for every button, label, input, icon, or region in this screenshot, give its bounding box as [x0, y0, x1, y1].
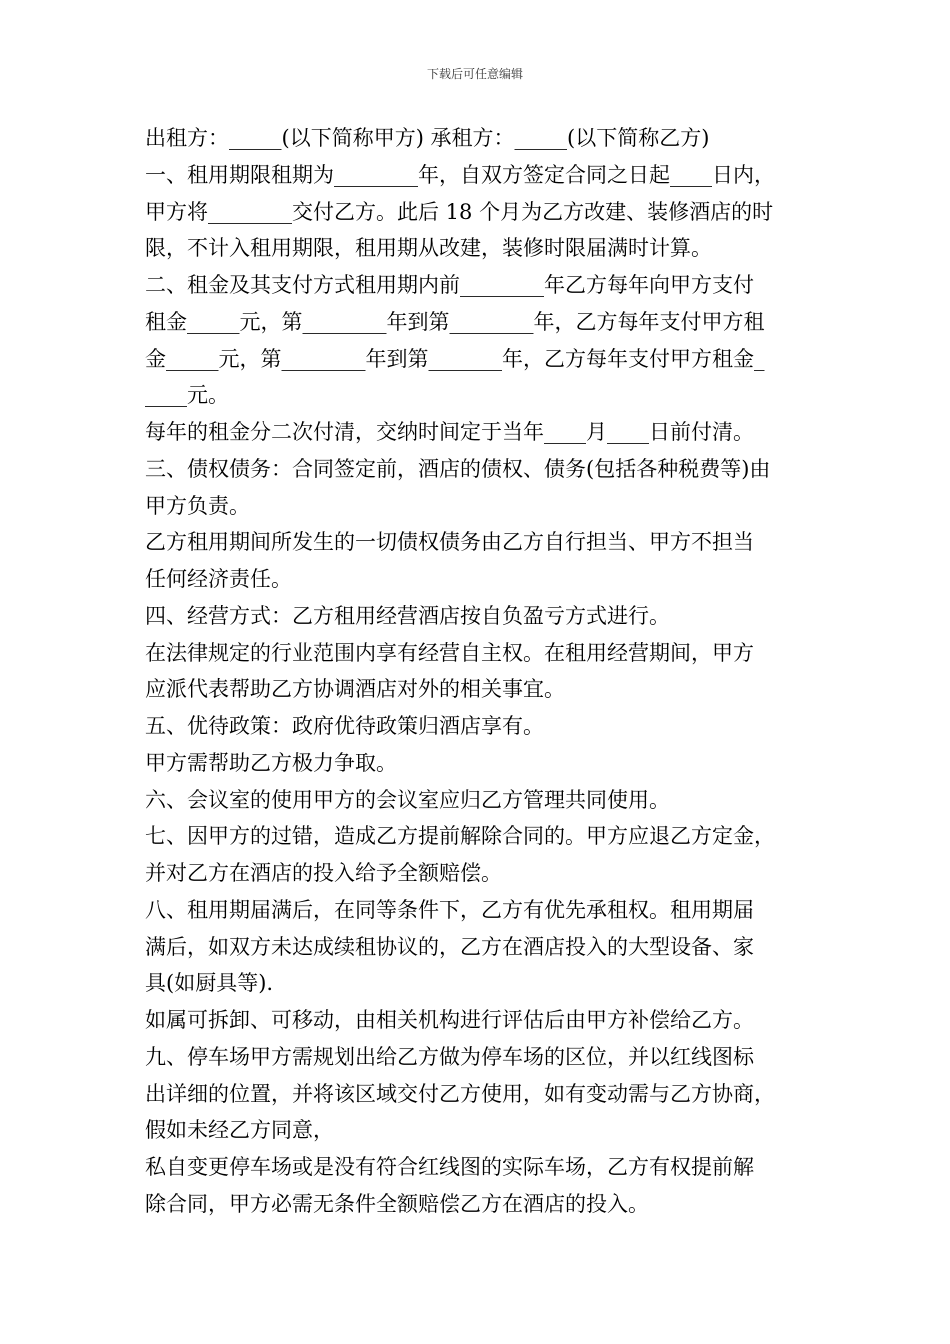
contract-line: 六、会议室的使用甲方的会议室应归乙方管理共同使用。 — [145, 787, 670, 812]
contract-line: 二、租金及其支付方式租用期内前________年乙方每年向甲方支付 — [145, 273, 754, 297]
contract-line: 八、租用期届满后，在同等条件下，乙方有优先承租权。租用期届 — [145, 897, 754, 922]
contract-line: 甲方负责。 — [145, 493, 250, 518]
contract-line: 四、经营方式：乙方租用经营酒店按自负盈亏方式进行。 — [145, 603, 670, 628]
contract-line: 应派代表帮助乙方协调酒店对外的相关事宜。 — [145, 677, 565, 702]
contract-line: ____元。 — [145, 383, 229, 408]
contract-line: 金_____元，第________年到第_______年，乙方每年支付甲方租金_ — [145, 346, 765, 371]
contract-line: 三、债权债务：合同签定前，酒店的债权、债务(包括各种税费等)由 — [145, 456, 771, 481]
contract-line: 乙方租用期间所发生的一切债权债务由乙方自行担当、甲方不担当 — [145, 530, 754, 555]
contract-line: 出租方：_____(以下简称甲方) 承租方：_____(以下简称乙方) — [145, 126, 710, 150]
contract-body — [145, 120, 810, 1223]
contract-line: 出详细的位置，并将该区域交付乙方使用，如有变动需与乙方协商， — [145, 1081, 775, 1106]
contract-line: 甲方将________交付乙方。此后 18 个月为乙方改建、装修酒店的时 — [145, 199, 774, 224]
contract-line: 私自变更停车场或是没有符合红线图的实际车场，乙方有权提前解 — [145, 1155, 754, 1179]
contract-line: 租金_____元，第________年到第________年，乙方每年支付甲方租 — [145, 309, 765, 334]
contract-line: 限，不计入租用期限，租用期从改建，装修时限届满时计算。 — [145, 236, 712, 261]
contract-line: 满后，如双方未达成续租协议的，乙方在酒店投入的大型设备、家 — [145, 934, 754, 959]
contract-line: 五、优待政策：政府优待政策归酒店享有。 — [145, 714, 544, 738]
contract-line: 每年的租金分二次付清，交纳时间定于当年____月____日前付清。 — [145, 420, 754, 444]
contract-line: 具(如厨具等). — [145, 971, 274, 996]
contract-line: 在法律规定的行业范围内享有经营自主权。在租用经营期间，甲方 — [145, 640, 754, 665]
contract-line: 如属可拆卸、可移动，由相关机构进行评估后由甲方补偿给乙方。 — [145, 1008, 754, 1032]
contract-line: 一、租用期限租期为________年，自双方签定合同之日起____日内， — [145, 162, 775, 187]
page-header-note: 下载后可任意编辑 — [426, 67, 523, 81]
contract-line: 九、停车场甲方需规划出给乙方做为停车场的区位，并以红线图标 — [145, 1044, 754, 1069]
contract-line: 甲方需帮助乙方极力争取。 — [145, 750, 397, 775]
contract-line: 并对乙方在酒店的投入给予全额赔偿。 — [145, 861, 502, 885]
contract-line: 七、因甲方的过错，造成乙方提前解除合同的。甲方应退乙方定金， — [145, 824, 775, 849]
contract-line: 任何经济责任。 — [145, 567, 292, 591]
contract-line: 假如未经乙方同意， — [145, 1118, 334, 1143]
contract-line: 除合同，甲方必需无条件全额赔偿乙方在酒店的投入。 — [145, 1191, 649, 1216]
